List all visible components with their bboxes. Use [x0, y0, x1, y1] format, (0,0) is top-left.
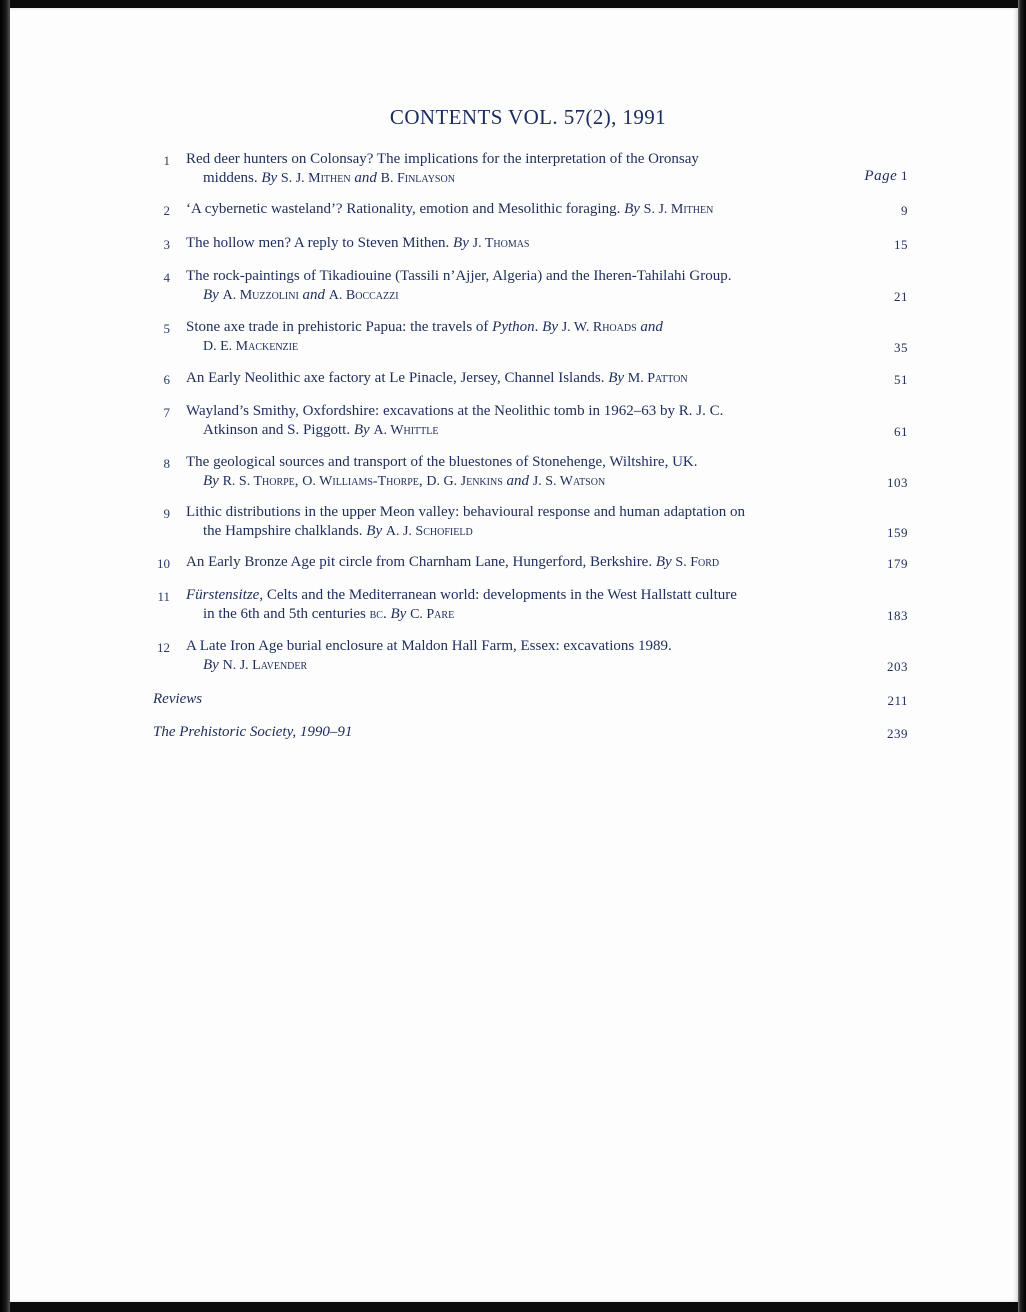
entry-page: 51	[894, 372, 908, 387]
entry-page: 183	[887, 608, 908, 623]
entry-title: An Early Neolithic axe factory at Le Pinacle, Jersey, Channel Islands. By M. Patton	[186, 370, 688, 386]
entry-authors: By N. J. Lavender	[203, 657, 308, 673]
entry-authors: D. E. Mackenzie	[203, 339, 299, 354]
entry-title: An Early Bronze Age pit circle from Charnham Lane, Hungerford, Berkshire. By S. Ford	[186, 554, 720, 570]
entry-number: 3	[163, 237, 170, 252]
entry-page: 179	[887, 556, 908, 571]
scan-edge-right	[1018, 0, 1026, 1312]
entry-authors: middens. By S. J. Mithen and B. Finlayson	[203, 170, 455, 186]
entry-page: Page 1	[864, 168, 908, 184]
entry-title: Red deer hunters on Colonsay? The implications for the interpretation of the Oronsay	[186, 151, 699, 167]
entry-page: 15	[894, 237, 908, 252]
entry-page: 21	[894, 289, 908, 304]
entry-title: A Late Iron Age burial enclosure at Maldon Hall Farm, Essex: excavations 1989.	[186, 638, 672, 654]
entry-authors: the Hampshire chalklands. By A. J. Schofield	[203, 523, 473, 539]
reviews-label: Reviews	[153, 691, 203, 707]
entry-authors: Atkinson and S. Piggott. By A. Whittle	[203, 422, 439, 438]
entry-number: 7	[163, 405, 170, 420]
entry-page: 61	[894, 424, 908, 439]
entry-number: 9	[163, 506, 170, 521]
entry-authors: By R. S. Thorpe, O. Williams-Thorpe, D. G. Jenkins and J. S. Watson	[203, 473, 606, 489]
entry-page: 103	[887, 475, 908, 490]
entry-number: 1	[163, 153, 170, 168]
entry-number: 10	[157, 556, 170, 571]
entry-page: 9	[901, 203, 908, 218]
entry-number: 8	[163, 456, 170, 471]
contents-page	[10, 8, 1018, 1302]
entry-number: 4	[163, 270, 170, 285]
scan-edge-left	[0, 0, 10, 1312]
entry-number: 6	[163, 372, 170, 387]
entry-page: 203	[887, 659, 908, 674]
entry-title: The hollow men? A reply to Steven Mithen. By J. Thomas	[186, 235, 530, 251]
entry-title: Lithic distributions in the upper Meon valley: behavioural response and human adaptation on	[186, 504, 746, 520]
entry-page: 35	[894, 340, 908, 355]
entry-title: Fürstensitze, Celts and the Mediterranean world: developments in the West Hallstatt culture	[186, 587, 737, 603]
entry-title: The geological sources and transport of the bluestones of Stonehenge, Wiltshire, UK.	[186, 454, 698, 470]
entry-number: 5	[163, 321, 170, 336]
entry-authors: in the 6th and 5th centuries bc. By C. Pare	[203, 606, 455, 622]
entry-authors: By A. Muzzolini and A. Boccazzi	[203, 287, 399, 303]
entry-title: ‘A cybernetic wasteland’? Rationality, emotion and Mesolithic foraging. By S. J. Mithen	[186, 201, 714, 217]
entry-page: 159	[887, 525, 908, 540]
society-page: 239	[887, 726, 908, 741]
entry-title: The rock-paintings of Tikadiouine (Tassili n’Ajjer, Algeria) and the Iheren-Tahilahi Group.	[186, 268, 732, 284]
entry-title: Stone axe trade in prehistoric Papua: the travels of Python. By J. W. Rhoads and	[186, 319, 663, 335]
society-label: The Prehistoric Society, 1990–91	[153, 724, 353, 740]
entry-number: 12	[157, 640, 170, 655]
page-title: CONTENTS VOL. 57(2), 1991	[389, 105, 667, 129]
entry-number: 11	[157, 589, 170, 604]
entry-number: 2	[163, 203, 170, 218]
reviews-page: 211	[887, 693, 908, 708]
entry-title: Wayland’s Smithy, Oxfordshire: excavations at the Neolithic tomb in 1962–63 by R. J. C.	[186, 403, 724, 419]
